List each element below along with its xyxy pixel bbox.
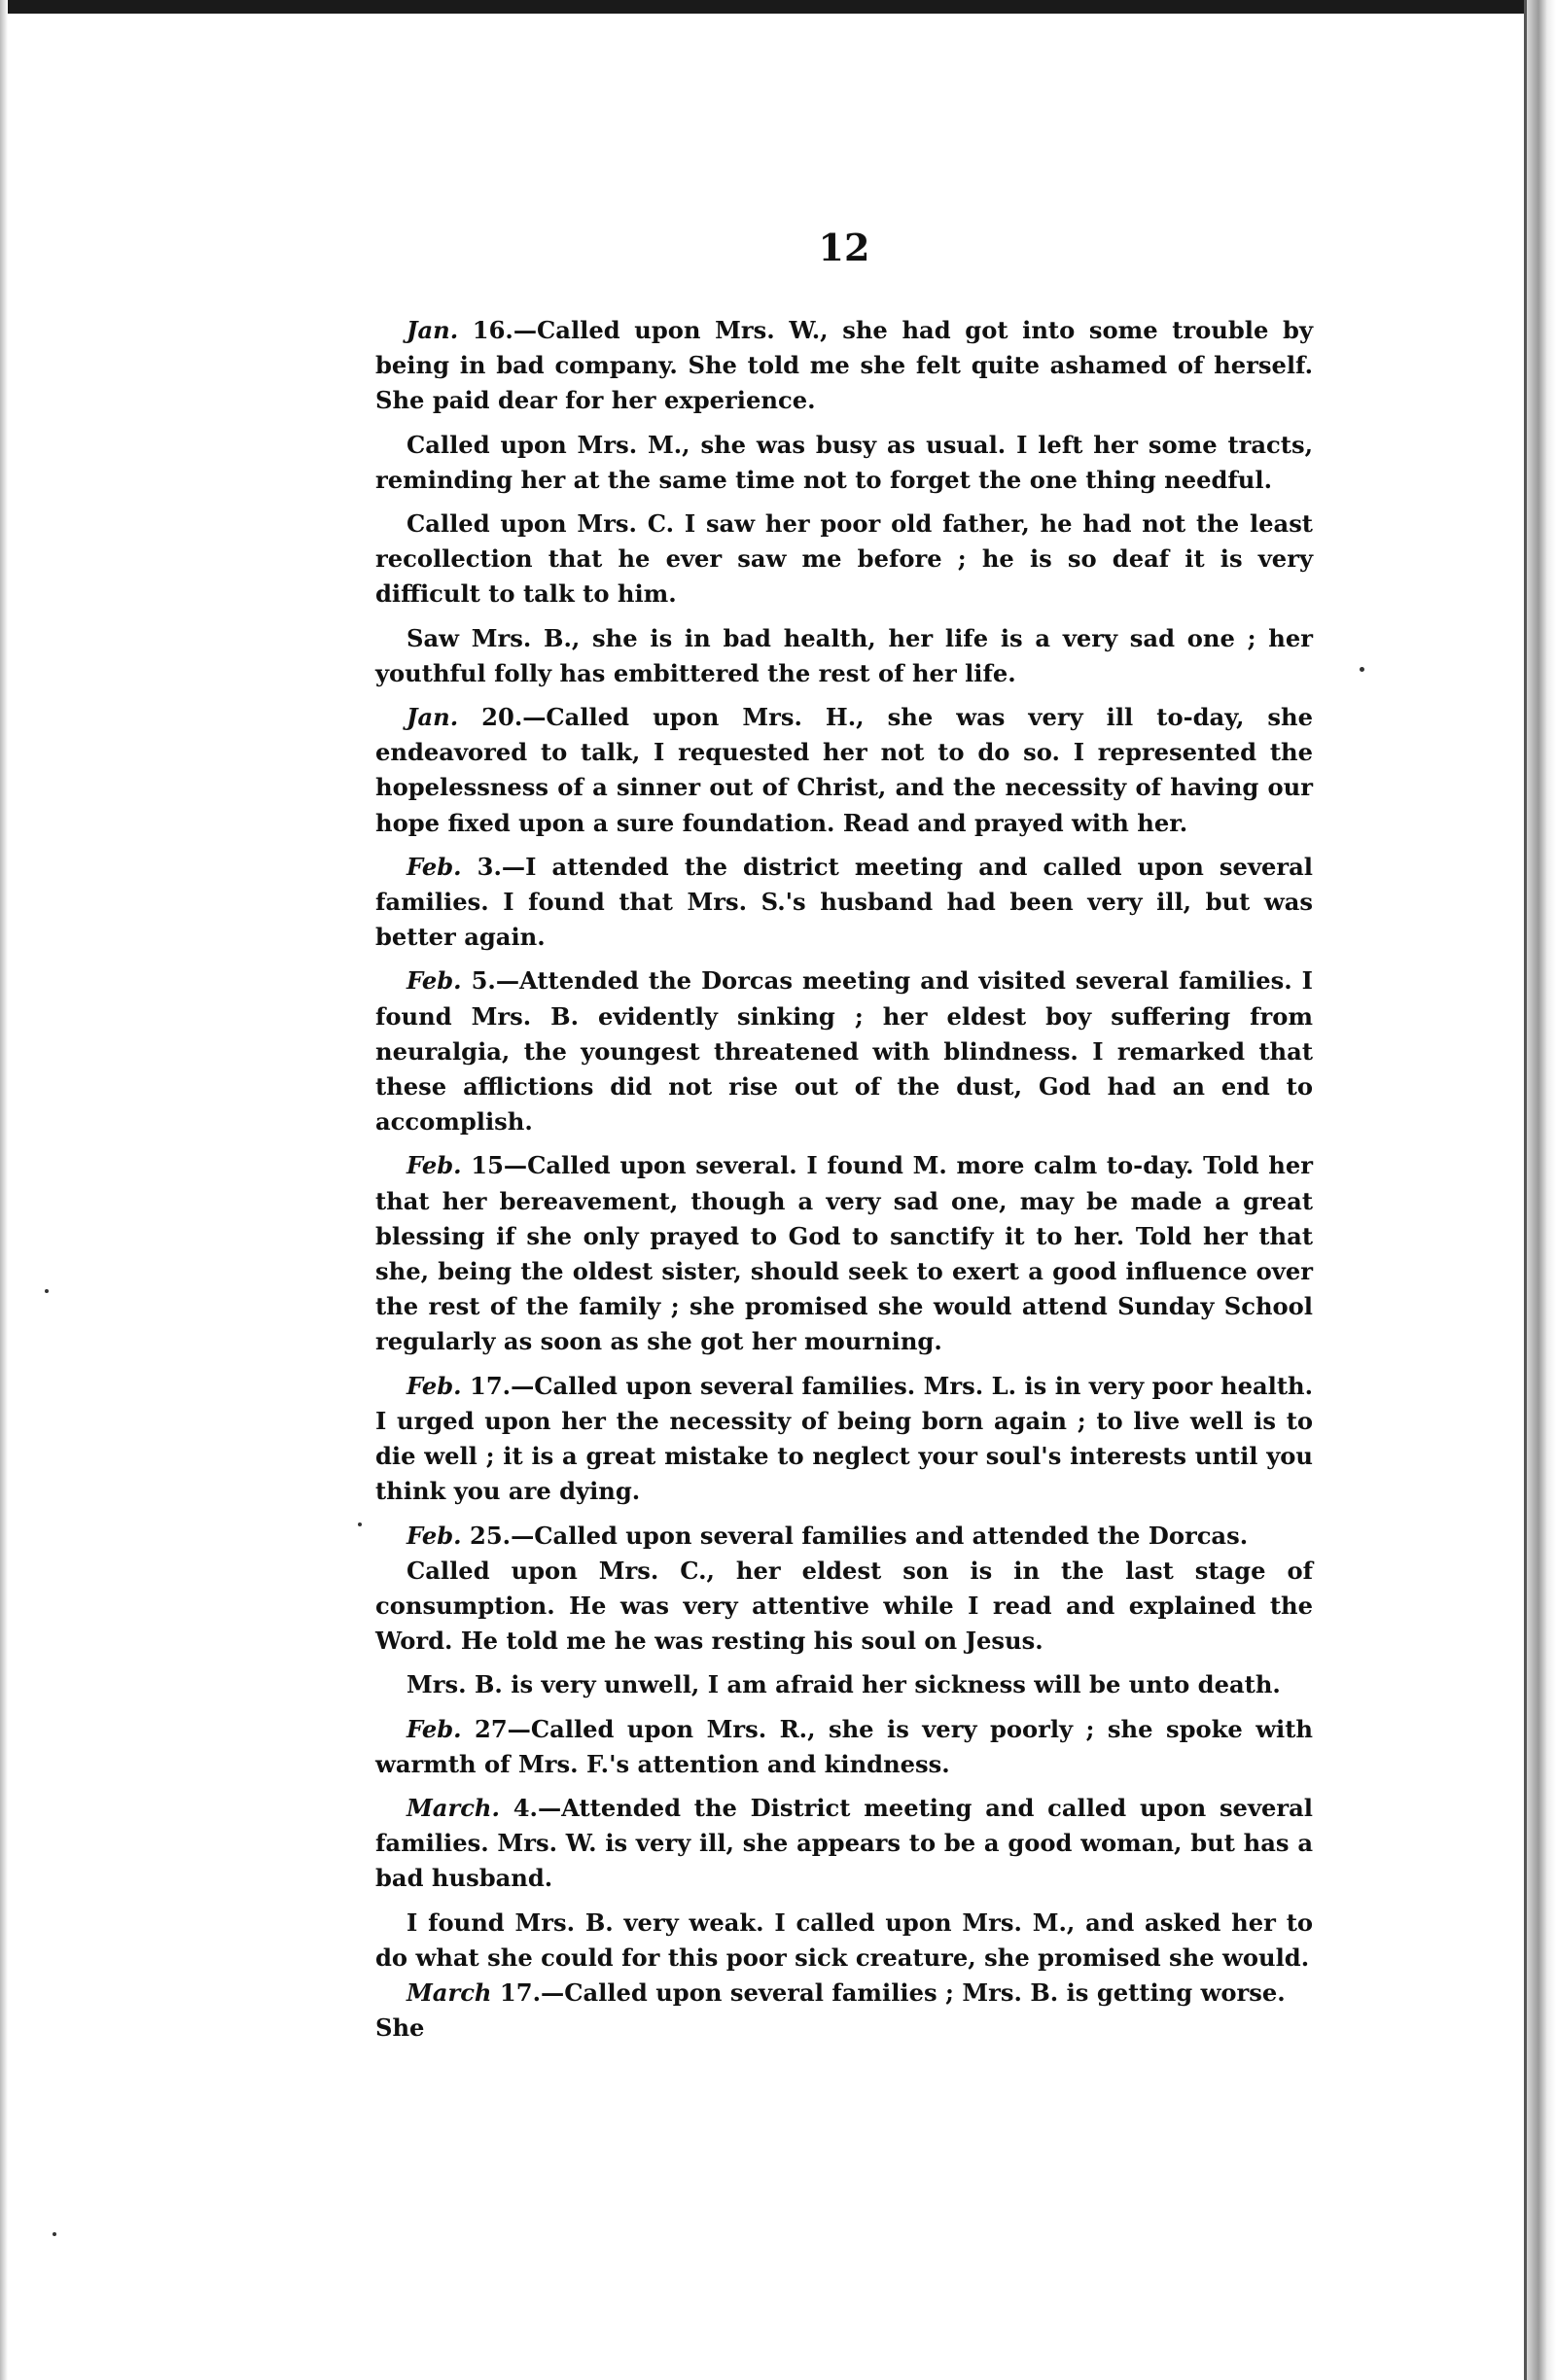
paragraph-text: 25.—Called upon several families and attended the Dorcas. bbox=[461, 1521, 1249, 1550]
entry-date: Feb. bbox=[407, 966, 462, 996]
paragraph bbox=[375, 963, 1313, 1139]
page-number: 12 bbox=[818, 226, 870, 269]
paragraph-text: I found Mrs. B. very weak. I called upon Mrs. M., and asked her to do what she could for this poor sick creature, she promised she would. bbox=[375, 1908, 1313, 1972]
entry-date: Feb. bbox=[407, 1521, 462, 1550]
paragraph-text: 3.—I attended the district meeting and called upon several families. I found that Mrs. S.'s husband had been very ill, but was better again. bbox=[375, 852, 1313, 952]
scan-left-edge bbox=[0, 0, 8, 2380]
dust-speck bbox=[1360, 667, 1364, 672]
paragraph bbox=[375, 1791, 1313, 1897]
paragraph bbox=[375, 1369, 1313, 1510]
entry-date: Feb. bbox=[407, 1371, 462, 1400]
dust-speck bbox=[53, 2232, 56, 2236]
paragraph bbox=[375, 428, 1313, 498]
paragraph-text: 5.—Attended the Dorcas meeting and visited several families. I found Mrs. B. evidently sinking ; her eldest boy suffering from neuralgia, the youngest threatened with blindness. I remarked that these afflictions did not rise out of the dust, God had an end to accomplish. bbox=[375, 966, 1313, 1137]
paragraph-text: 15—Called upon several. I found M. more calm to-day. Told her that her bereavement, though a very sad one, may be made a great blessing if she only prayed to God to sanctify it to her. Told her that she, being the oldest sister, should seek to exert a good influence over the rest of the family ; she promised she would attend Sunday School regularly as soon as she got her mourning. bbox=[375, 1151, 1313, 1356]
page-edge-line bbox=[1524, 0, 1527, 2380]
entry-date: March bbox=[407, 1978, 492, 2007]
paragraph-text: Called upon Mrs. M., she was busy as usual. I left her some tracts, reminding her at the same time not to forget the one thing needful. bbox=[375, 430, 1313, 494]
paragraph-text: Mrs. B. is very unwell, I am afraid her sickness will be unto death. bbox=[407, 1670, 1281, 1699]
paragraph bbox=[375, 700, 1313, 841]
paragraph bbox=[375, 1667, 1313, 1702]
paragraph bbox=[375, 621, 1313, 691]
paragraph bbox=[375, 1906, 1313, 1976]
paragraph-text: 16.—Called upon Mrs. W., she had got into some trouble by being in bad company. She told me she felt quite ashamed of herself. She paid dear for her experience. bbox=[375, 316, 1313, 415]
paragraph bbox=[375, 850, 1313, 956]
scan-top-border bbox=[0, 0, 1556, 14]
paragraph bbox=[375, 1519, 1313, 1554]
entry-date: Feb. bbox=[407, 1714, 462, 1743]
entry-date: Jan. bbox=[407, 316, 459, 344]
entry-date: Feb. bbox=[407, 852, 462, 881]
paragraph-text: Called upon Mrs. C., her eldest son is in the last stage of consumption. He was very attentive while I read and explained the Word. He told me he was resting his soul on Jesus. bbox=[375, 1556, 1313, 1656]
paragraph-text: 17.—Called upon several families ; Mrs. B. is getting worse. She bbox=[375, 1978, 1286, 2043]
paragraph-text: Called upon Mrs. C. I saw her poor old father, he had not the least recollection that he ever saw me before ; he is so deaf it is very difficult to talk to him. bbox=[375, 509, 1313, 609]
document-body bbox=[375, 313, 1313, 2046]
paragraph-text: 27—Called upon Mrs. R., she is very poorly ; she spoke with warmth of Mrs. F.'s attention and kindness. bbox=[375, 1714, 1313, 1778]
paragraph bbox=[375, 1976, 1313, 2046]
entry-date: Feb. bbox=[407, 1151, 462, 1180]
dust-speck bbox=[358, 1522, 362, 1526]
paragraph-text: 4.—Attended the District meeting and called upon several families. Mrs. W. is very ill, she appears to be a good woman, but has a bad husband. bbox=[375, 1793, 1313, 1893]
paragraph-text: 17.—Called upon several families. Mrs. L. is in very poor health. I urged upon her the necessity of being born again ; to live well is to die well ; it is a great mistake to neglect your soul's interests until you think you are dying. bbox=[375, 1371, 1313, 1506]
paragraph-text: 20.—Called upon Mrs. H., she was very ill to-day, she endeavored to talk, I requested her not to do so. I represented the hopelessness of a sinner out of Christ, and the necessity of having our hope fixed upon a sure foundation. Read and prayed with her. bbox=[375, 703, 1313, 837]
entry-date: Jan. bbox=[407, 703, 459, 732]
paragraph bbox=[375, 1712, 1313, 1782]
paragraph bbox=[375, 1148, 1313, 1359]
dust-speck bbox=[45, 1289, 49, 1293]
paragraph bbox=[375, 313, 1313, 419]
scan-right-edge bbox=[1527, 0, 1556, 2380]
paragraph bbox=[375, 507, 1313, 612]
entry-date: March. bbox=[407, 1793, 500, 1822]
paragraph-text: Saw Mrs. B., she is in bad health, her life is a very sad one ; her youthful folly has embittered the rest of her life. bbox=[375, 623, 1313, 687]
paragraph bbox=[375, 1554, 1313, 1660]
